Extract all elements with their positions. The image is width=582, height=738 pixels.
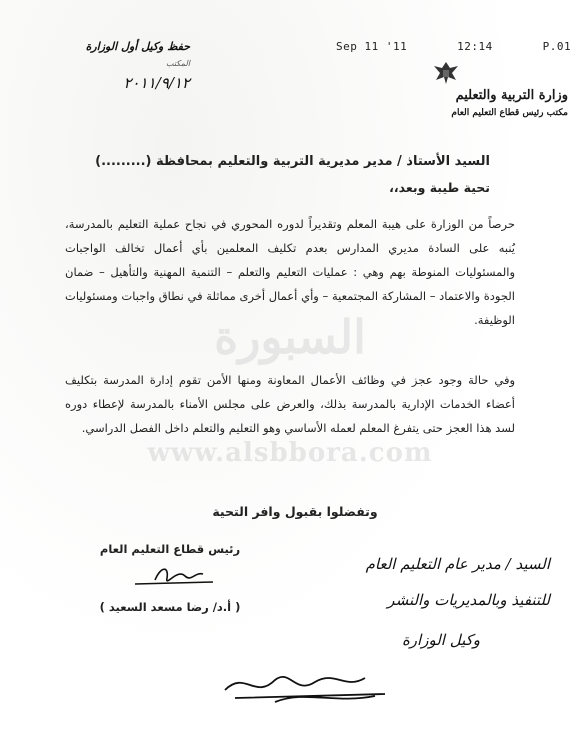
eagle-emblem-icon <box>432 60 460 86</box>
signature-scribble-icon <box>95 558 245 594</box>
fax-page: P.01 <box>542 40 572 53</box>
handwritten-note-line: وكيل الوزارة <box>401 631 480 649</box>
letter-addressee: السيد الأستاذ / مدير مديرية التربية والتعليم بمحافظة (.........) <box>95 154 490 169</box>
handwritten-date: ٢٠١١/٩/١٢ <box>123 74 190 92</box>
ministry-subtitle: مكتب رئيس قطاع التعليم العام <box>451 108 568 118</box>
fax-header <box>336 40 571 53</box>
handwritten-top-left <box>60 40 190 92</box>
signature-block <box>95 540 245 616</box>
letter-closing: وتفضلوا بقبول وافر التحية <box>212 504 378 519</box>
handwritten-signature-icon <box>215 660 415 710</box>
handwritten-line: حفظ وكيل أول الوزارة <box>85 40 190 53</box>
ministry-title: وزارة التربية والتعليم <box>455 88 568 103</box>
handwritten-note-line: للتنفيذ وبالمديريات والنشر <box>387 591 550 609</box>
watermark-arabic: السبورة <box>214 310 366 364</box>
fax-date: Sep 11 '11 <box>336 40 408 53</box>
signature-title: رئيس قطاع التعليم العام <box>99 542 241 556</box>
signature-name: ( أ.د/ رضا مسعد السعيد ) <box>99 600 241 614</box>
watermark-url: www.alsbbora.com <box>147 438 433 468</box>
handwritten-note-line: السيد / مدير عام التعليم العام <box>365 555 550 573</box>
handwritten-notes <box>250 555 550 649</box>
letter-paragraph-1: حرصاً من الوزارة على هيبة المعلم وتقديراً لدوره المحوري في نجاح عملية التعليم بالمدرسة، يُنبه على السادة مديري المدارس بعدم تكليف المعلمين بأي أعمال تخالف الواجبات والمسئوليات المنوطة بهم وهي : عمليات التعليم والتعلم – التنمية المهنية والتأهيل – ضمان الجودة والاعتماد – المشاركة المجتمعية – وأي أعمال أخرى مماثلة في نطاق واجبات ومسئوليات الوظيفة. <box>65 217 515 327</box>
handwritten-line: المكتب <box>166 59 190 68</box>
ministry-header <box>418 60 568 130</box>
letter-paragraph-2: وفي حالة وجود عجز في وظائف الأعمال المعاونة ومنها الأمن تقوم إدارة المدرسة بتكليف أعضاء الخدمات الإدارية بالمدرسة بذلك، والعرض على مجلس الأمناء بالمدرسة لإعطاء دوره لسد هذا العجز حتى يتفرغ المعلم لعمله الأساسي وهو التعليم والتعلم داخل الفصل الدراسي. <box>65 373 515 435</box>
letter-greeting: تحية طيبة وبعد،، <box>389 180 490 195</box>
fax-time: 12:14 <box>457 40 493 53</box>
